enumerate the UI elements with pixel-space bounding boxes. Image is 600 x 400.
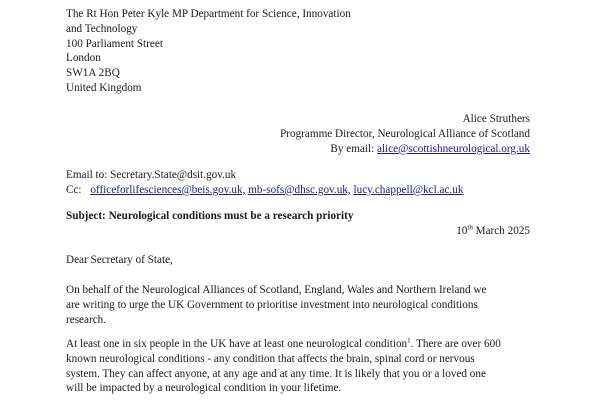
- recipient-line2: and Technology: [66, 22, 138, 35]
- paragraph-2: [66, 337, 536, 396]
- recipient-city: London: [66, 52, 101, 65]
- date-day: 10: [456, 225, 468, 237]
- footnote-marker: 1: [407, 336, 411, 345]
- paragraph-1-line: are writing to urge the UK Government to prioritise investment into neurological conditions: [66, 298, 478, 311]
- cc-line: [66, 183, 536, 198]
- cc-link-kcl[interactable]: lucy.chappell@kcl.ac.uk: [353, 183, 464, 196]
- recipient-address: [66, 7, 396, 96]
- email-to-address: Secretary.State@dsit.gov.uk: [110, 169, 237, 181]
- letter-date: [456, 224, 530, 239]
- sender-name: Alice Struthers: [462, 113, 530, 125]
- paragraph-2-line: will be impacted by a neurological condition in your lifetime.: [66, 382, 342, 395]
- paragraph-2-line: [66, 337, 536, 352]
- recipient-country: United Kingdom: [66, 81, 142, 94]
- date-rest: March 2025: [472, 225, 530, 237]
- greeting: Dear Secretary of State,: [66, 254, 173, 266]
- paragraph-1-line: On behalf of the Neurological Alliances of Scotland, England, Wales and Northern Ireland we: [66, 284, 487, 296]
- paragraph-2-line: known neurological conditions - any condition that affects the brain, spinal cord or nervous: [66, 352, 475, 365]
- paragraph-2-line1-tail: . There are over 600: [410, 338, 501, 350]
- cc-link-office-life-sciences[interactable]: officeforlifesciences@beis.gov.uk,: [90, 183, 246, 196]
- subject-line: Subject: Neurological conditions must be a research priority: [66, 210, 354, 222]
- paragraph-2-line1-text: At least one in six people in the UK have at least one neurological condition: [66, 338, 408, 350]
- sender-title: Programme Director, Neurological Alliance of Scotland: [280, 127, 530, 140]
- recipient-postcode: SW1A 2BQ: [66, 67, 120, 80]
- cc-label: Cc:: [66, 183, 82, 196]
- email-recipients: [66, 168, 536, 198]
- paragraph-1: [66, 283, 536, 327]
- email-to-line: [66, 168, 536, 183]
- sender-email-label: By email:: [330, 142, 375, 155]
- paragraph-1-line: research.: [66, 313, 107, 326]
- sender-email-link[interactable]: alice@scottishneurological.org.uk: [376, 142, 530, 155]
- recipient-street: 100 Parliament Street: [66, 37, 163, 50]
- cc-link-dhsc[interactable]: mb-sofs@dhsc.gov.uk,: [248, 183, 351, 196]
- date-suffix: th: [467, 223, 473, 232]
- sender-email-line: [200, 142, 530, 157]
- recipient-line1: The Rt Hon Peter Kyle MP Department for Science, Innovation: [66, 8, 351, 20]
- email-to-label: Email to:: [66, 169, 108, 181]
- paragraph-2-line: system. They can affect anyone, at any age and at any time. It is likely that you or a loved one: [66, 367, 486, 380]
- sender-block: [200, 112, 530, 156]
